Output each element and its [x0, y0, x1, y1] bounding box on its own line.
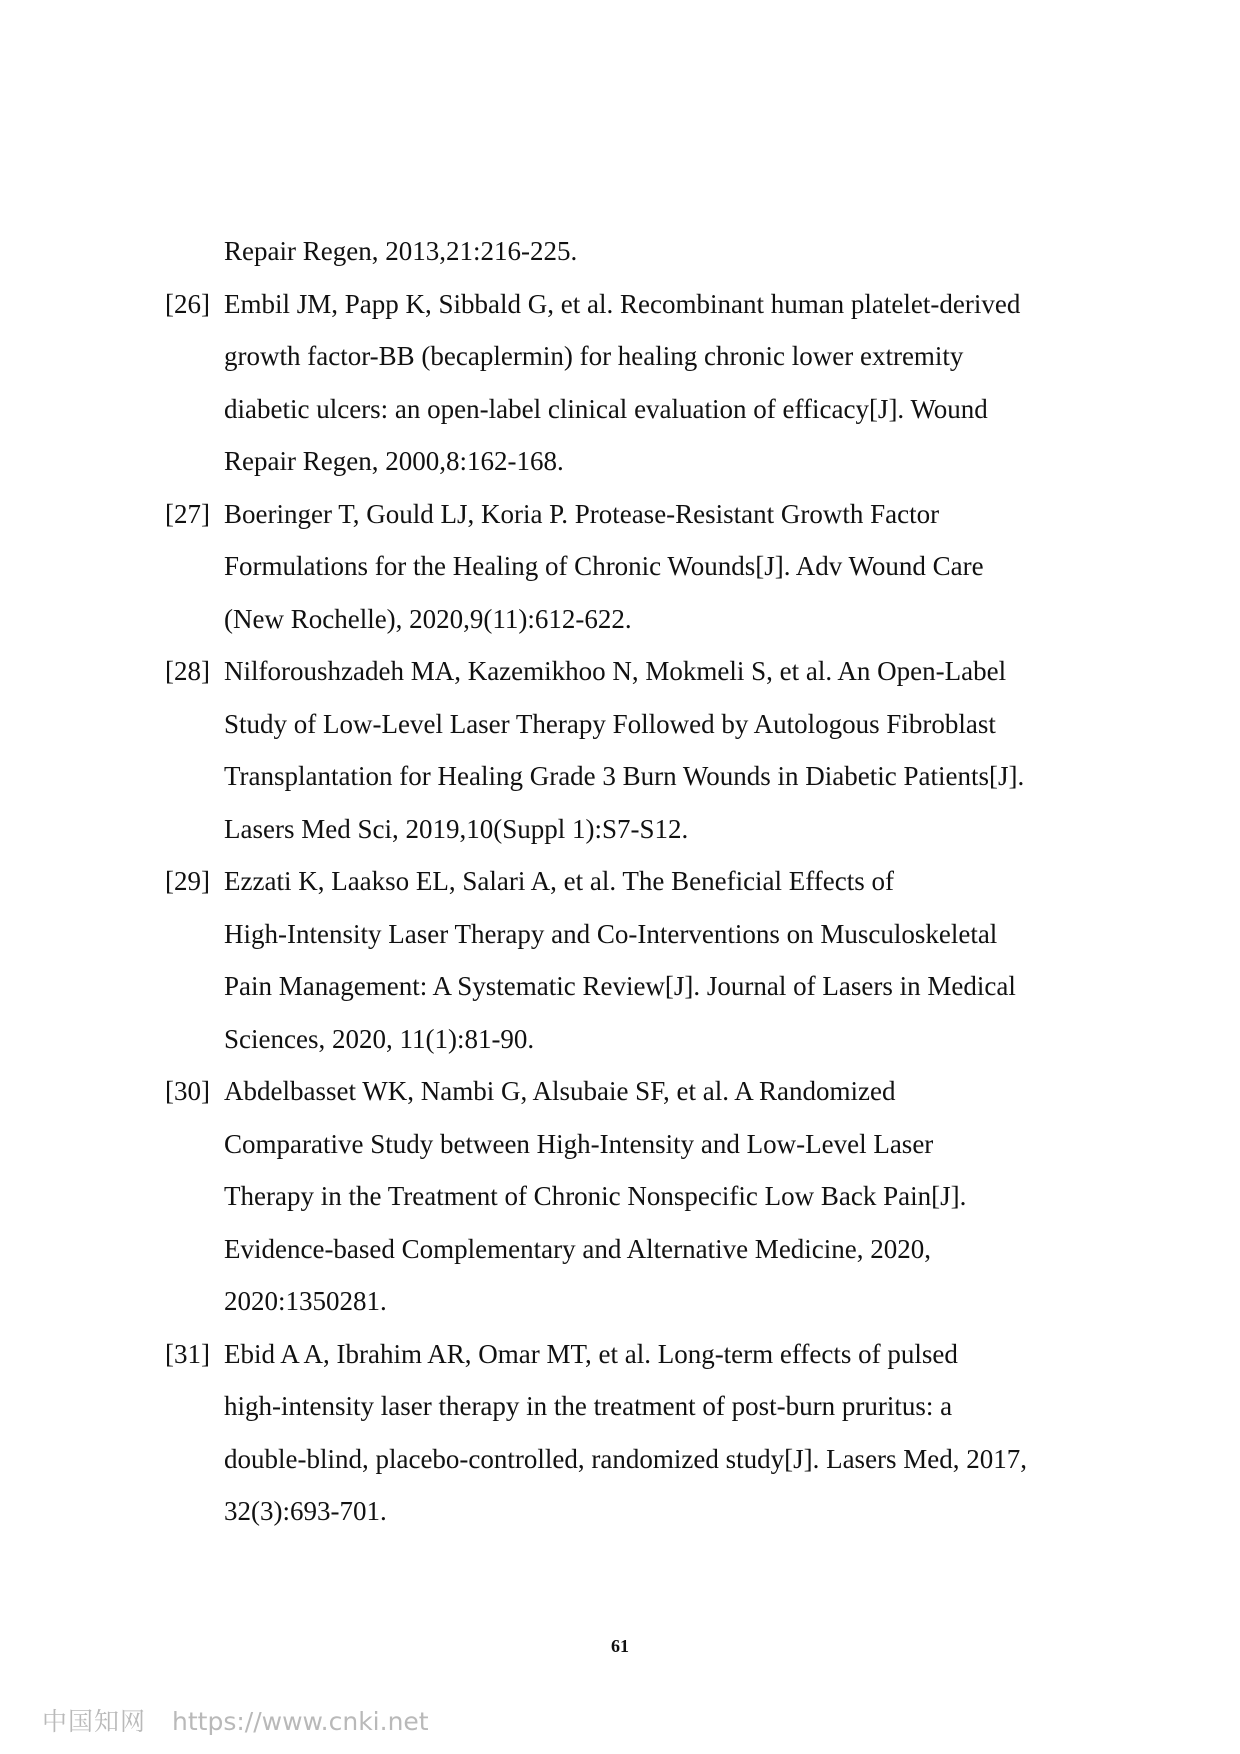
reference-entry-28 [165, 645, 1105, 855]
reference-line: diabetic ulcers: an open-label clinical evaluation of efficacy[J]. Wound [224, 393, 988, 424]
reference-line: Abdelbasset WK, Nambi G, Alsubaie SF, et al. A Randomized [224, 1076, 896, 1106]
reference-line: Transplantation for Healing Grade 3 Burn Wounds in Diabetic Patients[J]. [224, 761, 1025, 791]
reference-entry-27 [165, 488, 1105, 646]
reference-line: Evidence-based Complementary and Alternative Medicine, 2020, [224, 1233, 932, 1264]
reference-line: Boeringer T, Gould LJ, Koria P. Protease-Resistant Growth Factor [224, 498, 940, 529]
reference-line: high-intensity laser therapy in the treatment of post-burn pruritus: a [224, 1391, 953, 1421]
reference-line: 32(3):693-701. [224, 1496, 387, 1526]
reference-line: Comparative Study between High-Intensity and Low-Level Laser [224, 1128, 934, 1159]
reference-line: double-blind, placebo-controlled, randomized study[J]. Lasers Med, 2017, [224, 1443, 1028, 1474]
reference-number: [27] [165, 498, 210, 529]
reference-entry-26 [165, 278, 1105, 488]
reference-line: Embil JM, Papp K, Sibbald G, et al. Recombinant human platelet-derived [224, 288, 1021, 319]
reference-continuation: Repair Regen, 2013,21:216-225. [224, 236, 578, 266]
page-number: 61 [611, 1636, 629, 1656]
reference-line: Therapy in the Treatment of Chronic Nonspecific Low Back Pain[J]. [224, 1181, 967, 1211]
reference-line: Nilforoushzadeh MA, Kazemikhoo N, Mokmeli S, et al. An Open-Label [224, 656, 1007, 686]
reference-line: Formulations for the Healing of Chronic Wounds[J]. Adv Wound Care [224, 551, 984, 581]
reference-entry-31 [165, 1328, 1105, 1538]
reference-entry-29 [165, 855, 1105, 1065]
reference-line: Study of Low-Level Laser Therapy Followed by Autologous Fibroblast [224, 708, 996, 739]
reference-line: High-Intensity Laser Therapy and Co-Interventions on Musculoskeletal [224, 918, 998, 949]
reference-number: [29] [165, 866, 210, 896]
reference-line: (New Rochelle), 2020,9(11):612-622. [224, 603, 632, 634]
reference-line: Pain Management: A Systematic Review[J]. Journal of Lasers in Medical [224, 971, 1016, 1001]
watermark-url: https://www.cnki.net [172, 1707, 429, 1736]
reference-number: [26] [165, 288, 210, 319]
reference-list [165, 225, 1105, 1538]
reference-line: growth factor-BB (becaplermin) for healing chronic lower extremity [224, 341, 964, 371]
reference-line: Ezzati K, Laakso EL, Salari A, et al. The Beneficial Effects of [224, 866, 894, 896]
watermark-brand: 中国知网 [42, 1707, 147, 1736]
reference-number: [28] [165, 656, 210, 686]
reference-line: Sciences, 2020, 11(1):81-90. [224, 1023, 535, 1054]
reference-number: [31] [165, 1338, 210, 1369]
reference-line: Repair Regen, 2000,8:162-168. [224, 446, 564, 476]
reference-entry-30 [165, 1065, 1105, 1328]
reference-line: Lasers Med Sci, 2019,10(Suppl 1):S7-S12. [224, 813, 689, 844]
reference-number: [30] [165, 1076, 210, 1106]
reference-line: 2020:1350281. [224, 1286, 387, 1316]
reference-line: Ebid A A, Ibrahim AR, Omar MT, et al. Long-term effects of pulsed [224, 1338, 958, 1369]
cnki-watermark [42, 1702, 429, 1738]
